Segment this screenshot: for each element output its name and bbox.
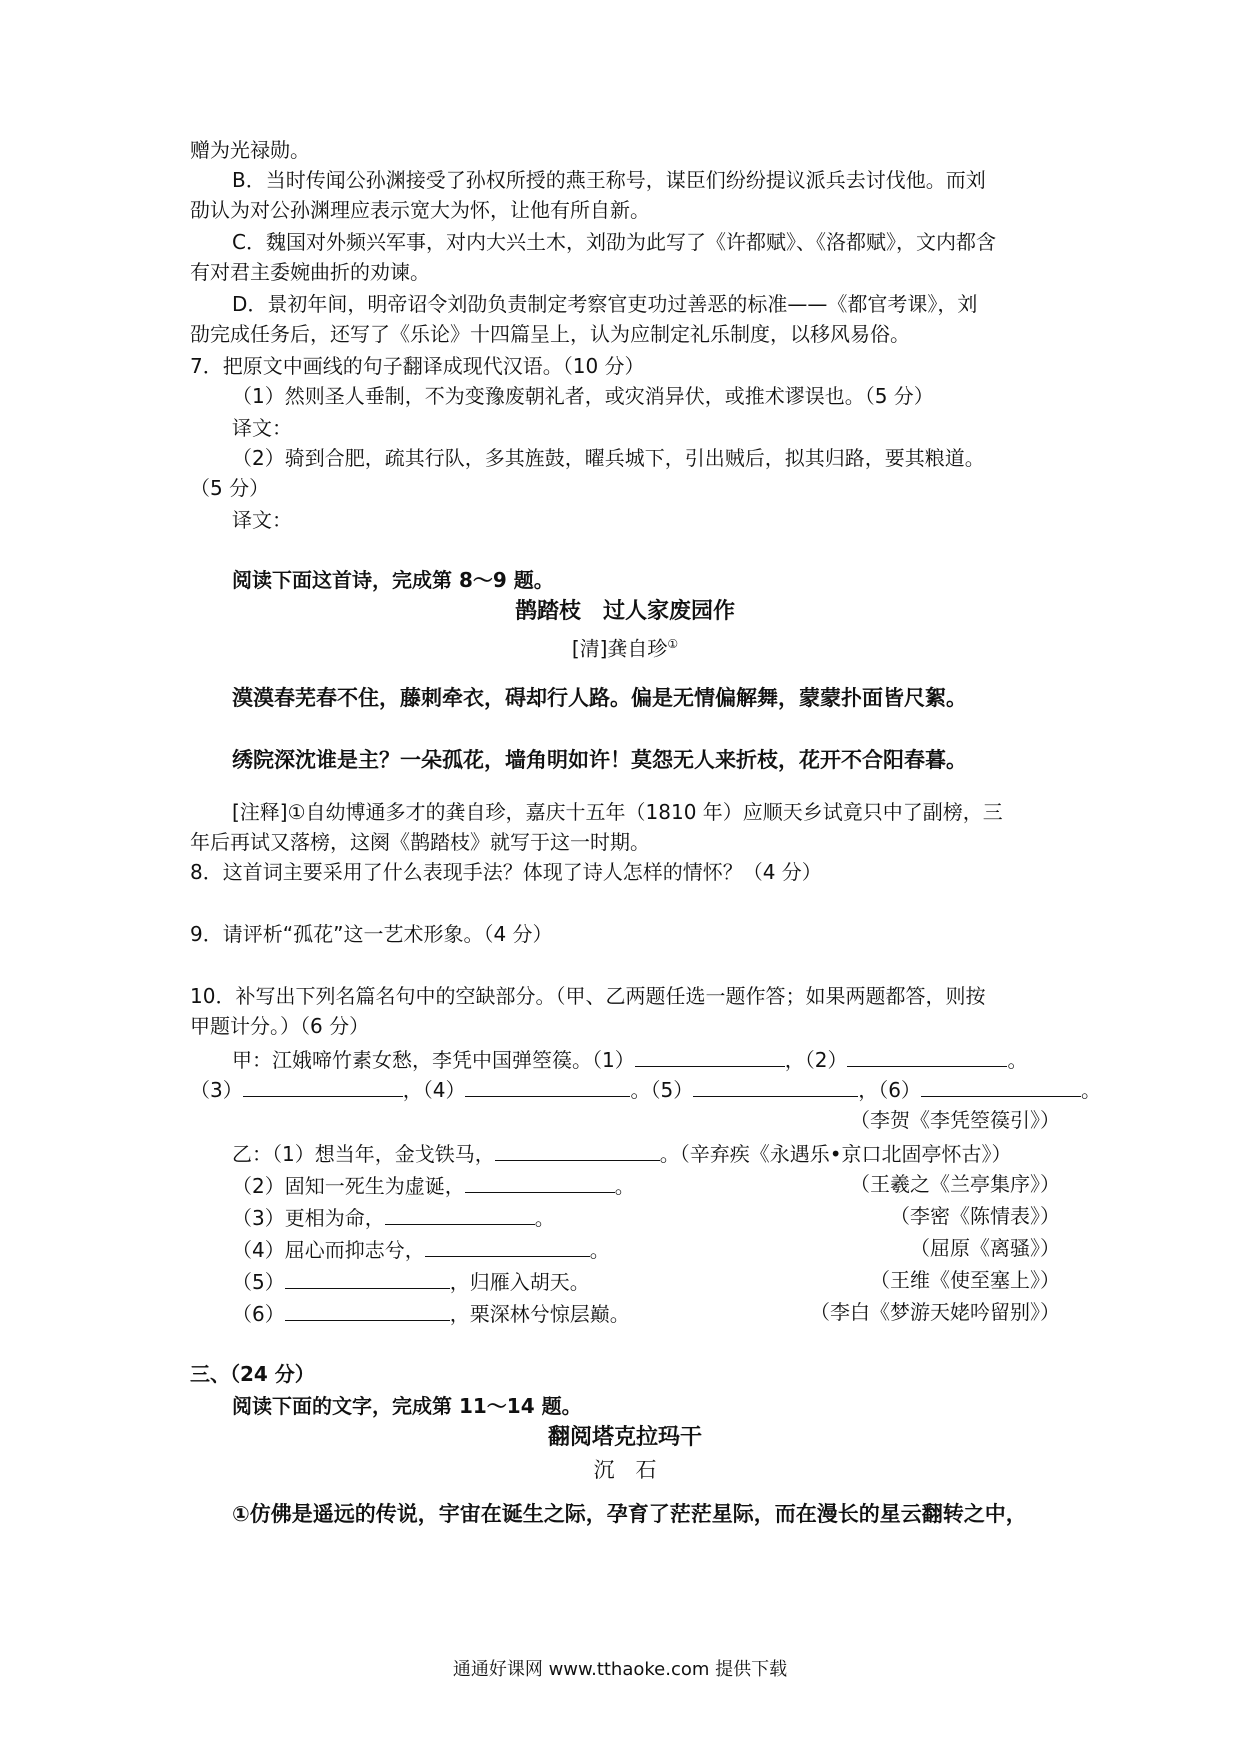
essay-title: 翻阅塔克拉玛干 (547, 1425, 702, 1450)
blank-3[interactable] (243, 1072, 403, 1097)
poem-title: 鹊踏枝 过人家废园作 (514, 599, 735, 624)
blank-6[interactable] (921, 1072, 1081, 1097)
jia-source: （李贺《李凭箜篌引》） (850, 1108, 1060, 1132)
blank-1[interactable] (635, 1042, 785, 1067)
yi-line-2: （2）固知一死生为虚诞， 。 （王羲之《兰亭集序》） (232, 1168, 1060, 1202)
yi-line-3: （3）更相为命， 。 （李密《陈情表》） (232, 1200, 1060, 1234)
blank-5[interactable] (693, 1072, 858, 1097)
question-8: 8．这首词主要采用了什么表现手法？体现了诗人怎样的情怀？（4 分） (190, 860, 822, 884)
blank-yi-1[interactable] (495, 1136, 660, 1161)
blank-4[interactable] (465, 1072, 630, 1097)
blank-yi-5[interactable] (285, 1264, 450, 1289)
yi-line-6: （6） ，栗深林兮惊层巅。 （李白《梦游天姥吟留别》） (232, 1296, 1060, 1330)
text-line: （5 分） (190, 476, 270, 500)
poem-instruction: 阅读下面这首诗，完成第 8～9 题。 (232, 568, 554, 592)
section-3-heading: 三、（24 分） (190, 1362, 315, 1386)
q7-part1: （1）然则圣人垂制，不为变豫废朝礼者，或灾消异伏，或推术谬误也。（5 分） (232, 384, 934, 408)
yi-line-5: （5） ，归雁入胡天。 （王维《使至塞上》） (232, 1264, 1060, 1298)
footnote-mark: ① (667, 637, 679, 651)
jia-line-1: 甲：江娥啼竹素女愁，李凭中国弹箜篌。（1） ，（2） 。 (232, 1042, 1102, 1076)
question-10: 甲题计分。）（6 分） (190, 1014, 370, 1038)
essay-author: 沉 石 (593, 1458, 657, 1482)
q7-part2: （2）骑到合肥，疏其行队，多其旌鼓，曜兵城下，引出贼后，拟其归路，要其粮道。 (232, 446, 985, 470)
yi-line-4: （4）屈心而抑志兮， 。 （屈原《离骚》） (232, 1232, 1060, 1266)
blank-yi-3[interactable] (385, 1200, 535, 1225)
translation-label: 译文： (232, 416, 292, 440)
text-line: 有对君主委婉曲折的劝谏。 (190, 260, 430, 284)
page-footer: 通通好课网 www.tthaoke.com 提供下载 (452, 1659, 788, 1680)
section-3-instruction: 阅读下面的文字，完成第 11～14 题。 (232, 1394, 582, 1418)
text-line: 赠为光禄勋。 (190, 138, 310, 162)
yi-line-1: 乙：（1）想当年，金戈铁马， 。（辛弃疾《永遇乐•京口北固亭怀古》） (232, 1136, 1102, 1170)
blank-2[interactable] (847, 1042, 1007, 1067)
option-c-line: C．魏国对外频兴军事，对内大兴土木，刘劭为此写了《许都赋》、《洛都赋》，文内都含 (232, 230, 996, 254)
question-10: 10．补写出下列名篇名句中的空缺部分。（甲、乙两题任选一题作答；如果两题都答，则按 (190, 984, 986, 1008)
option-d-line: D．景初年间，明帝诏令刘劭负责制定考察官吏功过善恶的标准——《都官考课》，刘 (232, 292, 978, 316)
question-7: 7．把原文中画线的句子翻译成现代汉语。（10 分） (190, 354, 645, 378)
poem-note: 年后再试又落榜，这阕《鹊踏枝》就写于这一时期。 (190, 830, 650, 854)
poem-author: [清]龚自珍① (571, 636, 679, 661)
question-9: 9．请评析“孤花”这一艺术形象。（4 分） (190, 922, 553, 946)
blank-yi-6[interactable] (285, 1296, 450, 1321)
option-b-line: B．当时传闻公孙渊接受了孙权所授的燕王称号，谋臣们纷纷提议派兵去讨伐他。而刘 (232, 168, 986, 192)
text-line: 劭认为对公孙渊理应表示宽大为怀，让他有所自新。 (190, 198, 650, 222)
text-line: 劭完成任务后，还写了《乐论》十四篇呈上，认为应制定礼乐制度，以移风易俗。 (190, 322, 910, 346)
blank-yi-2[interactable] (465, 1168, 615, 1193)
translation-label: 译文： (232, 508, 292, 532)
poem-line-1: 漠漠春芜春不住，藤刺牵衣，碍却行人路。偏是无情偏解舞，蒙蒙扑面皆尺絮。 (232, 686, 967, 710)
blank-yi-4[interactable] (425, 1232, 590, 1257)
jia-line-2: （3） ，（4） 。（5） ，（6） 。 (190, 1072, 1060, 1106)
poem-line-2: 绣院深沈谁是主？一朵孤花，墙角明如许！莫怨无人来折枝，花开不合阳春暮。 (232, 748, 967, 772)
essay-paragraph-1: ①仿佛是遥远的传说，宇宙在诞生之际，孕育了茫茫星际，而在漫长的星云翻转之中， (232, 1502, 1027, 1526)
poem-note: [注释]①自幼博通多才的龚自珍，嘉庆十五年（1810 年）应顺天乡试竟只中了副榜，三 (232, 800, 1003, 824)
